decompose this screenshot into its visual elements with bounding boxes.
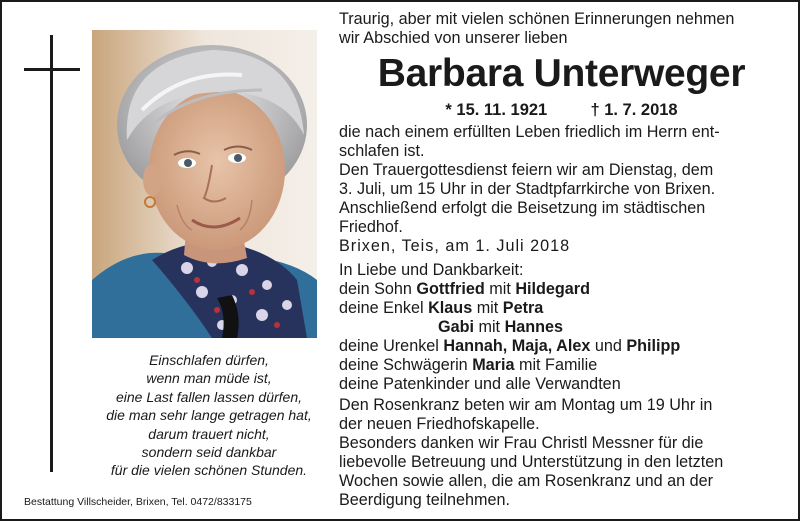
body-line: Friedhof. [339, 218, 403, 236]
label: deine Enkel [339, 299, 429, 317]
poem-line: Einschlafen dürfen, [149, 352, 269, 368]
rosary-line: der neuen Friedhofskapelle. [339, 415, 540, 433]
name-bold: Maria [472, 356, 515, 374]
mourner-others: deine Patenkinder und alle Verwandten [339, 375, 621, 393]
name-bold: Gabi [438, 318, 474, 336]
thanks-line: Besonders danken wir Frau Christl Messner für die [339, 434, 704, 452]
cross-icon-bar [24, 68, 80, 71]
body-line: Den Trauergottesdienst feiern wir am Dienstag, dem [339, 161, 714, 179]
cross-icon [50, 35, 53, 472]
poem-line: für die vielen schönen Stunden. [110, 462, 308, 479]
body-line: die nach einem erfüllten Leben friedlich im Herrn ent- [339, 123, 720, 141]
deceased-name: Barbara Unterweger [377, 52, 746, 95]
place-date: Brixen, Teis, am 1. Juli 2018 [339, 237, 571, 255]
thanks-line: Wochen sowie allen, die am Rosenkranz und an der [339, 472, 714, 490]
funeral-home-footer: Bestattung Villscheider, Brixen, Tel. 0472/833175 [24, 496, 252, 508]
name-bold: Gottfried [416, 280, 485, 298]
poem-line: darum trauert nicht, [148, 425, 270, 442]
poem-line: sondern seid dankbar [141, 444, 277, 461]
body-line: Anschließend erfolgt die Beisetzung im städtischen [339, 199, 706, 217]
thanks-line: liebevolle Betreuung und Unterstützung in den letzten [339, 453, 724, 471]
mourner-great-grandchildren [339, 337, 680, 356]
poem-line: eine Last fallen lassen dürfen, [115, 388, 302, 405]
life-dates [339, 101, 784, 120]
label: deine Urenkel [339, 337, 444, 355]
body-line: 3. Juli, um 15 Uhr in der Stadtpfarrkirche von Brixen. [339, 180, 716, 198]
death-date: † 1. 7. 2018 [590, 101, 678, 119]
mourner-grandchildren [339, 299, 543, 318]
label: und [590, 337, 627, 355]
intro-line: Traurig, aber mit vielen schönen Erinnerungen nehmen [339, 10, 735, 28]
mourners-intro: In Liebe und Dankbarkeit: [339, 261, 524, 279]
body-line: schlafen ist. [339, 142, 425, 160]
label: mit [472, 299, 503, 317]
label: mit [473, 318, 505, 336]
mourner-sister-in-law [339, 356, 597, 375]
poem [86, 351, 332, 480]
label: deine Schwägerin [339, 356, 473, 374]
name-bold: Klaus [428, 299, 473, 317]
name-bold: Hannah, Maja, Alex [443, 337, 591, 355]
name-bold: Petra [502, 299, 544, 317]
poem-line: die man sehr lange getragen hat, [106, 407, 312, 424]
label: dein Sohn [339, 280, 417, 298]
label: mit [484, 280, 516, 298]
name-bold: Hannes [504, 318, 564, 336]
poem-line: wenn man müde ist, [146, 370, 272, 387]
name-bold: Philipp [626, 337, 681, 355]
name-bold: Hildegard [515, 280, 590, 298]
mourner-grandchildren-2 [438, 318, 563, 337]
birth-date: * 15. 11. 1921 [445, 101, 548, 119]
label: mit Familie [514, 356, 598, 374]
portrait-photo [92, 30, 317, 338]
thanks-line: Beerdigung teilnehmen. [339, 491, 510, 509]
rosary-line: Den Rosenkranz beten wir am Montag um 19 Uhr in [339, 396, 713, 414]
intro-line: wir Abschied von unserer lieben [339, 29, 568, 47]
mourner-son [339, 280, 590, 299]
